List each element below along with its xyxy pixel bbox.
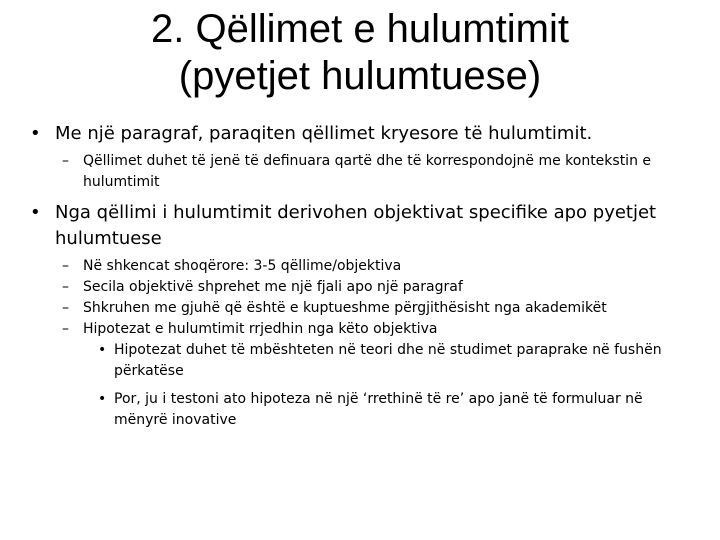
sub-sub-bullet-item [98,340,688,382]
bullet-marker: • [98,342,107,358]
title-line-1: 2. Qëllimet e hulumtimit [151,7,569,51]
bullet-marker: • [30,123,41,144]
bullet-item [30,200,690,252]
bullet-marker: • [98,391,107,407]
dash-marker: – [62,153,69,169]
sub-sub-bullet-text: Hipotezat duhet të mbështeten në teori dhe në studimet paraprake në fushën përkatëse [114,342,662,379]
sub-bullet-item [62,298,692,319]
sub-bullet-item [62,151,692,193]
sub-bullet-text: Hipotezat e hulumtimit rrjedhin nga këto objektiva [83,321,438,337]
sub-bullet-text: Në shkencat shoqërore: 3-5 qëllime/objektiva [83,258,402,274]
sub-bullet-item [62,256,692,277]
sub-sub-bullet-item [98,389,688,431]
bullet-marker: • [30,202,41,223]
bullet-text: Me një paragraf, paraqiten qëllimet kryesore të hulumtimit. [55,123,593,144]
dash-marker: – [62,258,69,274]
sub-bullet-item [62,319,692,340]
sub-bullet-text: Qëllimet duhet të jenë të definuara qartë dhe të korrespondojnë me kontekstin e hulumtimit [83,153,652,190]
sub-bullet-text: Secila objektivë shprehet me një fjali apo një paragraf [83,279,463,295]
bullet-item [30,121,690,147]
dash-marker: – [62,279,69,295]
dash-marker: – [62,300,69,316]
dash-marker: – [62,321,69,337]
sub-sub-bullet-text: Por, ju i testoni ato hipoteza në një ‘rrethinë të re’ apo janë të formuluar në mënyrë inovative [114,391,643,428]
sub-bullet-item [62,277,692,298]
sub-bullet-text: Shkruhen me gjuhë që është e kuptueshme përgjithësisht nga akademikët [83,300,607,316]
slide-title [60,6,660,100]
title-line-2: (pyetjet hulumtuese) [178,54,542,98]
bullet-text: Nga qëllimi i hulumtimit derivohen objektivat specifike apo pyetjet hulumtuese [55,202,657,249]
